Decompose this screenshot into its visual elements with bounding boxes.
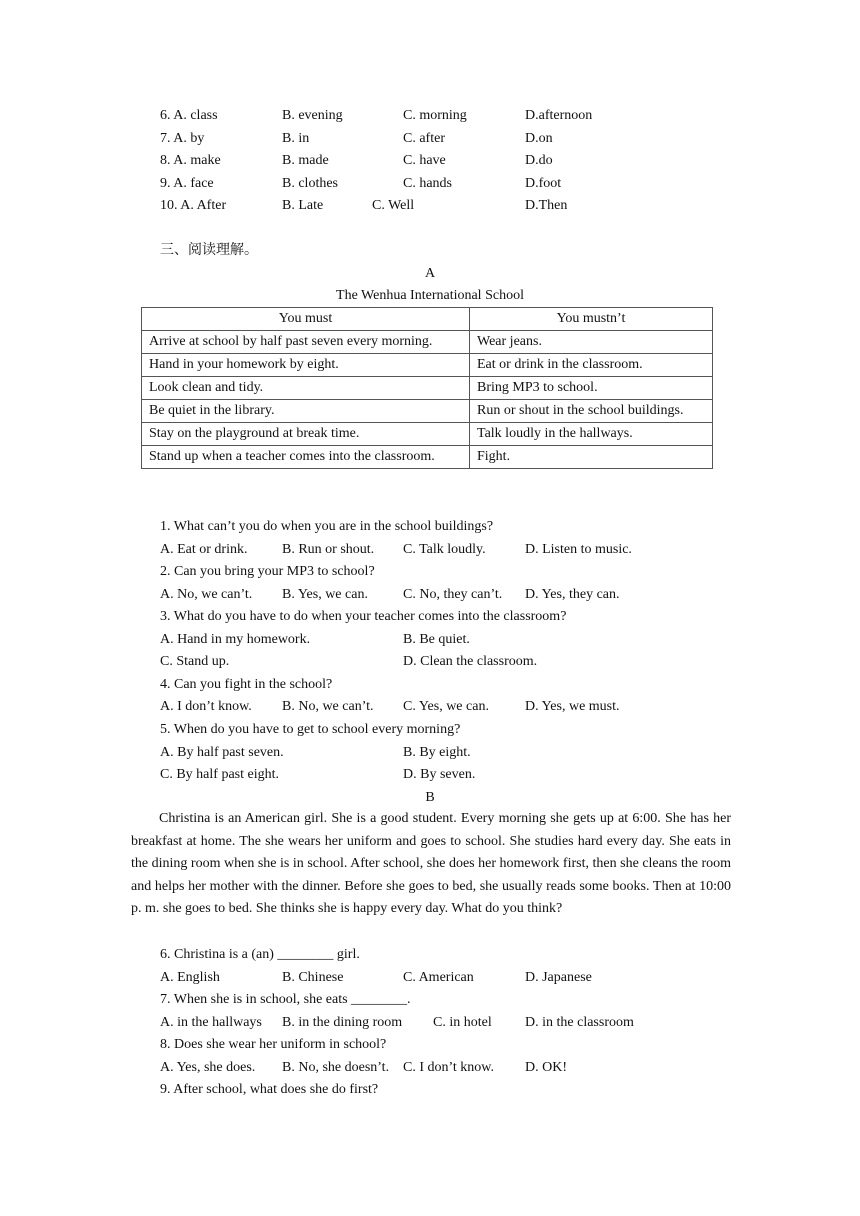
- answer-option: C. By half past eight.: [160, 767, 279, 782]
- table-row: [142, 400, 713, 423]
- passage-title: The Wenhua International School: [336, 288, 524, 303]
- answer-option: C. No, they can’t.: [403, 587, 503, 602]
- answer-option: B. No, we can’t.: [282, 699, 374, 714]
- answer-options: [0, 766, 860, 784]
- answer-options: [0, 631, 860, 649]
- answer-option: B. in the dining room: [282, 1015, 403, 1030]
- table-cell: Stay on the playground at break time.: [142, 423, 470, 446]
- cloze-option-b: B. in: [282, 131, 310, 146]
- table-row: [142, 423, 713, 446]
- answer-option: B. Run or shout.: [282, 542, 375, 557]
- table-cell: Eat or drink in the classroom.: [470, 354, 713, 377]
- answer-options: [0, 653, 860, 671]
- cloze-option-d: D.foot: [525, 176, 562, 191]
- passage-b-body: Christina is an American girl. She is a good student. Every morning she gets up at 6:00. She has her breakfast at home. The she wears her uniform and goes to school. She studies hard every day. She eats in the dining room when she is in school. After school, she does her homework first, then she cleans the room and helps her mother with the dinner. Before she goes to bed, she usually reads some books. Then at 10:00 p. m. she goes to bed. She thinks she is happy every day. What do you think?: [131, 811, 731, 916]
- answer-option: D. in the classroom: [525, 1015, 634, 1030]
- question-stem: 3. What do you have to do when your teacher comes into the classroom?: [160, 609, 567, 624]
- cloze-option-row: [0, 107, 860, 125]
- answer-options: [0, 541, 860, 559]
- question-stem: 1. What can’t you do when you are in the school buildings?: [160, 519, 494, 534]
- answer-option: B. Be quiet.: [403, 632, 470, 647]
- answer-options: [0, 969, 860, 987]
- question-stem: 7. When she is in school, she eats ________.: [160, 992, 411, 1007]
- cloze-option-a: 7. A. by: [160, 131, 205, 146]
- question-stem: 4. Can you fight in the school?: [160, 677, 333, 692]
- table-cell: Be quiet in the library.: [142, 400, 470, 423]
- table-header-row: [142, 308, 713, 331]
- cloze-option-row: [0, 197, 860, 215]
- cloze-option-b: B. made: [282, 153, 329, 168]
- passage-letter-b: B: [425, 790, 435, 805]
- answer-option: C. in hotel: [433, 1015, 492, 1030]
- answer-option: D. Clean the classroom.: [403, 654, 538, 669]
- answer-option: D. Yes, we must.: [525, 699, 620, 714]
- cloze-option-c: C. have: [403, 153, 446, 168]
- answer-option: D. By seven.: [403, 767, 476, 782]
- answer-option: A. By half past seven.: [160, 745, 284, 760]
- answer-option: A. English: [160, 970, 220, 985]
- cloze-option-a: 8. A. make: [160, 153, 221, 168]
- table-cell: Stand up when a teacher comes into the classroom.: [142, 446, 470, 469]
- question-stem: 6. Christina is a (an) ________ girl.: [160, 947, 360, 962]
- table-header: You must: [142, 308, 470, 331]
- question-stem: 8. Does she wear her uniform in school?: [160, 1037, 387, 1052]
- table-cell: Run or shout in the school buildings.: [470, 400, 713, 423]
- answer-option: A. I don’t know.: [160, 699, 252, 714]
- cloze-option-c: C. after: [403, 131, 445, 146]
- answer-option: A. Hand in my homework.: [160, 632, 311, 647]
- table-cell: Bring MP3 to school.: [470, 377, 713, 400]
- answer-option: D. Japanese: [525, 970, 592, 985]
- cloze-option-a: 6. A. class: [160, 108, 218, 123]
- cloze-option-d: D.afternoon: [525, 108, 593, 123]
- passage-letter-a: A: [424, 266, 436, 281]
- answer-option: A. in the hallways: [160, 1015, 262, 1030]
- cloze-option-row: [0, 175, 860, 193]
- answer-option: A. Eat or drink.: [160, 542, 248, 557]
- answer-option: D. Listen to music.: [525, 542, 632, 557]
- cloze-option-b: B. evening: [282, 108, 343, 123]
- question-stem: 2. Can you bring your MP3 to school?: [160, 564, 375, 579]
- cloze-option-row: [0, 130, 860, 148]
- section-heading: 三、阅读理解。: [160, 243, 258, 258]
- answer-options: [0, 1014, 860, 1032]
- cloze-option-a: 9. A. face: [160, 176, 214, 191]
- answer-option: B. Yes, we can.: [282, 587, 368, 602]
- answer-option: C. Stand up.: [160, 654, 230, 669]
- cloze-option-a: 10. A. After: [160, 198, 227, 213]
- cloze-option-b: B. clothes: [282, 176, 338, 191]
- table-row: [142, 377, 713, 400]
- answer-option: B. No, she doesn’t.: [282, 1060, 390, 1075]
- answer-options: [0, 744, 860, 762]
- table-header: You mustn’t: [470, 308, 713, 331]
- answer-option: C. Talk loudly.: [403, 542, 486, 557]
- answer-option: D. OK!: [525, 1060, 567, 1075]
- table-cell: Wear jeans.: [470, 331, 713, 354]
- answer-options: [0, 698, 860, 716]
- answer-option: C. I don’t know.: [403, 1060, 494, 1075]
- table-row: [142, 446, 713, 469]
- answer-option: C. Yes, we can.: [403, 699, 489, 714]
- answer-option: A. No, we can’t.: [160, 587, 253, 602]
- table-cell: Look clean and tidy.: [142, 377, 470, 400]
- cloze-option-d: D.Then: [525, 198, 568, 213]
- table-cell: Fight.: [470, 446, 713, 469]
- answer-option: B. By eight.: [403, 745, 471, 760]
- cloze-option-d: D.on: [525, 131, 553, 146]
- answer-option: B. Chinese: [282, 970, 344, 985]
- table-cell: Arrive at school by half past seven every morning.: [142, 331, 470, 354]
- answer-options: [0, 586, 860, 604]
- table-cell: Hand in your homework by eight.: [142, 354, 470, 377]
- answer-option: D. Yes, they can.: [525, 587, 620, 602]
- school-rules-table: [141, 307, 713, 469]
- cloze-option-b: B. Late: [282, 198, 324, 213]
- table-cell: Talk loudly in the hallways.: [470, 423, 713, 446]
- table-row: [142, 354, 713, 377]
- answer-option: A. Yes, she does.: [160, 1060, 256, 1075]
- passage-b-text: [131, 808, 731, 921]
- question-stem: 5. When do you have to get to school every morning?: [160, 722, 461, 737]
- cloze-option-row: [0, 152, 860, 170]
- cloze-option-d: D.do: [525, 153, 553, 168]
- answer-option: C. American: [403, 970, 474, 985]
- answer-options: [0, 1059, 860, 1077]
- cloze-option-c: C. Well: [372, 198, 415, 213]
- table-row: [142, 331, 713, 354]
- cloze-option-c: C. morning: [403, 108, 467, 123]
- question-stem: 9. After school, what does she do first?: [160, 1082, 379, 1097]
- cloze-option-c: C. hands: [403, 176, 452, 191]
